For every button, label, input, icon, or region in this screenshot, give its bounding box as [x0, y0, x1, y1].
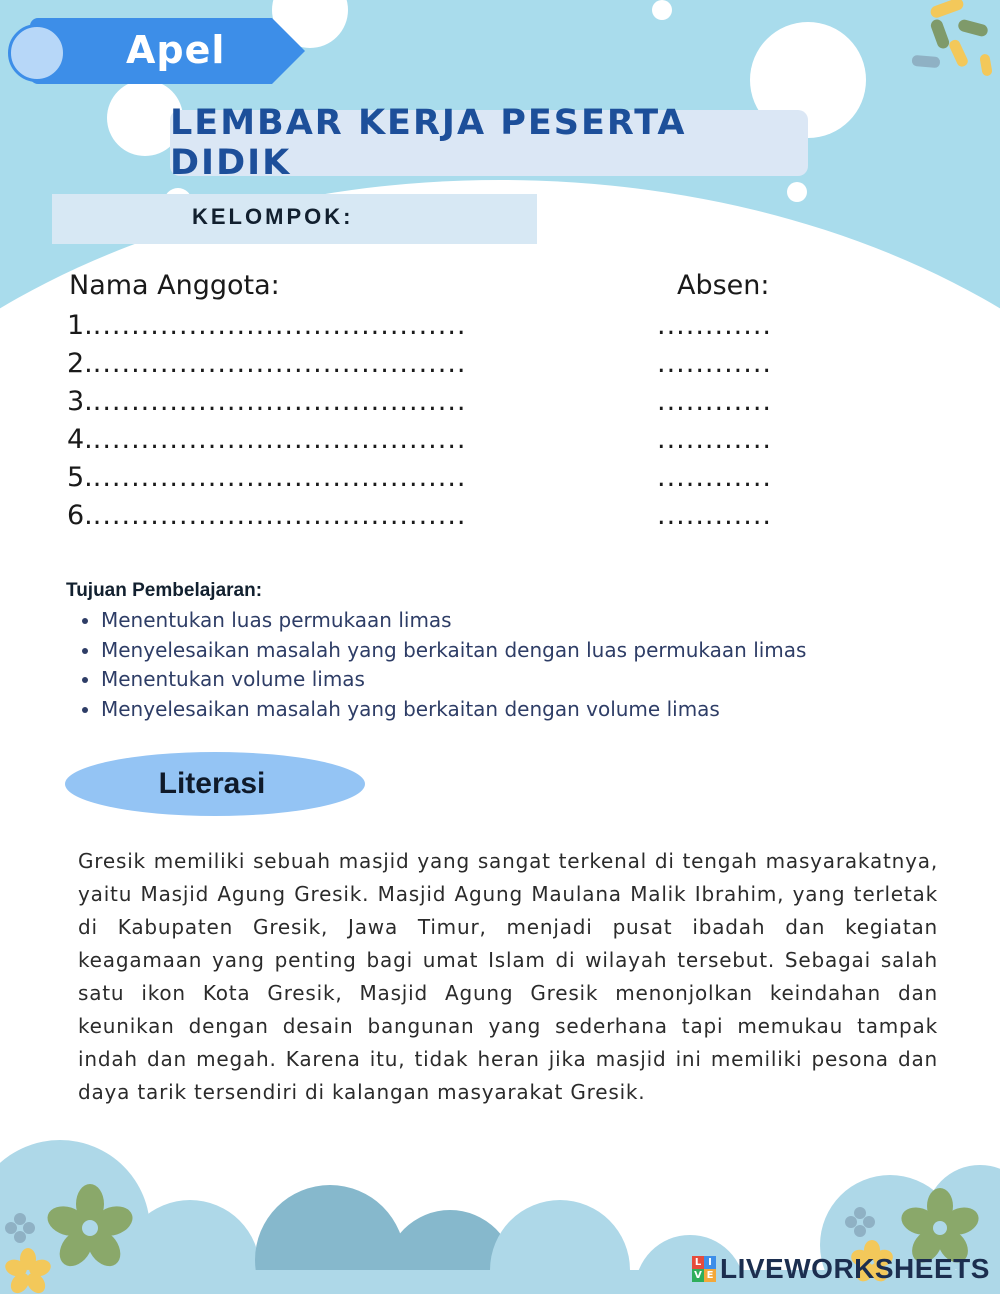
- worksheet-title: LEMBAR KERJA PESERTA DIDIK: [170, 103, 687, 183]
- learning-goal-item: • Menyelesaikan masalah yang berkaitan dengan volume limas: [101, 695, 806, 725]
- member-name-row-4[interactable]: [67, 424, 466, 455]
- member-name-header: Nama Anggota:: [69, 270, 280, 301]
- member-number: 3.: [67, 386, 93, 417]
- member-name-blank: .......................................: [92, 310, 467, 341]
- member-number: 1.: [67, 310, 93, 341]
- logo-letter: E: [704, 1269, 716, 1282]
- member-absen-row-5[interactable]: ............: [657, 462, 772, 493]
- member-absen-row-3[interactable]: ............: [657, 386, 772, 417]
- member-name-row-6[interactable]: [67, 500, 466, 531]
- member-number: 4.: [67, 424, 93, 455]
- member-absen-row-2[interactable]: ............: [657, 348, 772, 379]
- learning-goal-item: • Menentukan luas permukaan limas: [101, 606, 806, 636]
- literasi-paragraph: Gresik memiliki sebuah masjid yang sangat terkenal di tengah masyarakatnya, yaitu Masjid Agung Gresik. Masjid Agung Maulana Malik Ibrahim, yang terletak di Kabupaten Gresik, Jawa Timur, menjadi pusat ibadah dan kegiatan keagamaan yang penting bagi umat Islam di wilayah tersebut. Sebagai salah satu ikon Kota Gresik, Masjid Agung Gresik menonjolkan keindahan dan keunikan dengan desain bangunan yang sederhana tapi memukau tampak indah dan megah. Karena itu, tidak heran jika masjid ini memiliki pesona dan daya tarik tersendiri di kalangan masyarakat Gresik.: [78, 849, 938, 1104]
- member-absen-row-1[interactable]: ............: [657, 310, 772, 341]
- literasi-section-pill: [65, 752, 365, 816]
- member-absen-header: Absen:: [677, 270, 770, 301]
- liveworksheets-text: LIVEWORKSHEETS: [720, 1253, 990, 1284]
- subject-tab: [30, 18, 305, 84]
- member-absen-row-4[interactable]: ............: [657, 424, 772, 455]
- subject-tab-circle: [8, 24, 66, 82]
- member-name-row-5[interactable]: [67, 462, 466, 493]
- member-name-blank: .......................................: [92, 462, 467, 493]
- member-name-row-3[interactable]: [67, 386, 466, 417]
- worksheet-title-box: [170, 103, 808, 183]
- member-name-row-2[interactable]: [67, 348, 466, 379]
- logo-letter: I: [704, 1256, 716, 1269]
- member-name-blank: .......................................: [92, 348, 467, 379]
- member-number: 5.: [67, 462, 93, 493]
- learning-goal-item: • Menentukan volume limas: [101, 665, 806, 695]
- subject-tab-label: Apel: [126, 28, 226, 72]
- member-name-blank: .......................................: [92, 500, 467, 531]
- liveworksheets-watermark: [692, 1253, 990, 1285]
- member-number: 2.: [67, 348, 93, 379]
- learning-goals-list: [76, 606, 806, 724]
- kelompok-label: KELOMPOK:: [192, 204, 354, 229]
- learning-goals-heading: Tujuan Pembelajaran:: [66, 580, 263, 601]
- learning-goal-item: • Menyelesaikan masalah yang berkaitan dengan luas permukaan limas: [101, 636, 806, 666]
- member-name-row-1[interactable]: [67, 310, 466, 341]
- logo-letter: L: [692, 1256, 704, 1269]
- member-name-blank: .......................................: [92, 424, 467, 455]
- member-absen-row-6[interactable]: ............: [657, 500, 772, 531]
- member-number: 6.: [67, 500, 93, 531]
- member-name-blank: .......................................: [92, 386, 467, 417]
- liveworksheets-logo-icon: [692, 1256, 716, 1282]
- literasi-label: Literasi: [158, 767, 266, 800]
- kelompok-field[interactable]: [52, 194, 537, 244]
- logo-letter: V: [692, 1269, 704, 1282]
